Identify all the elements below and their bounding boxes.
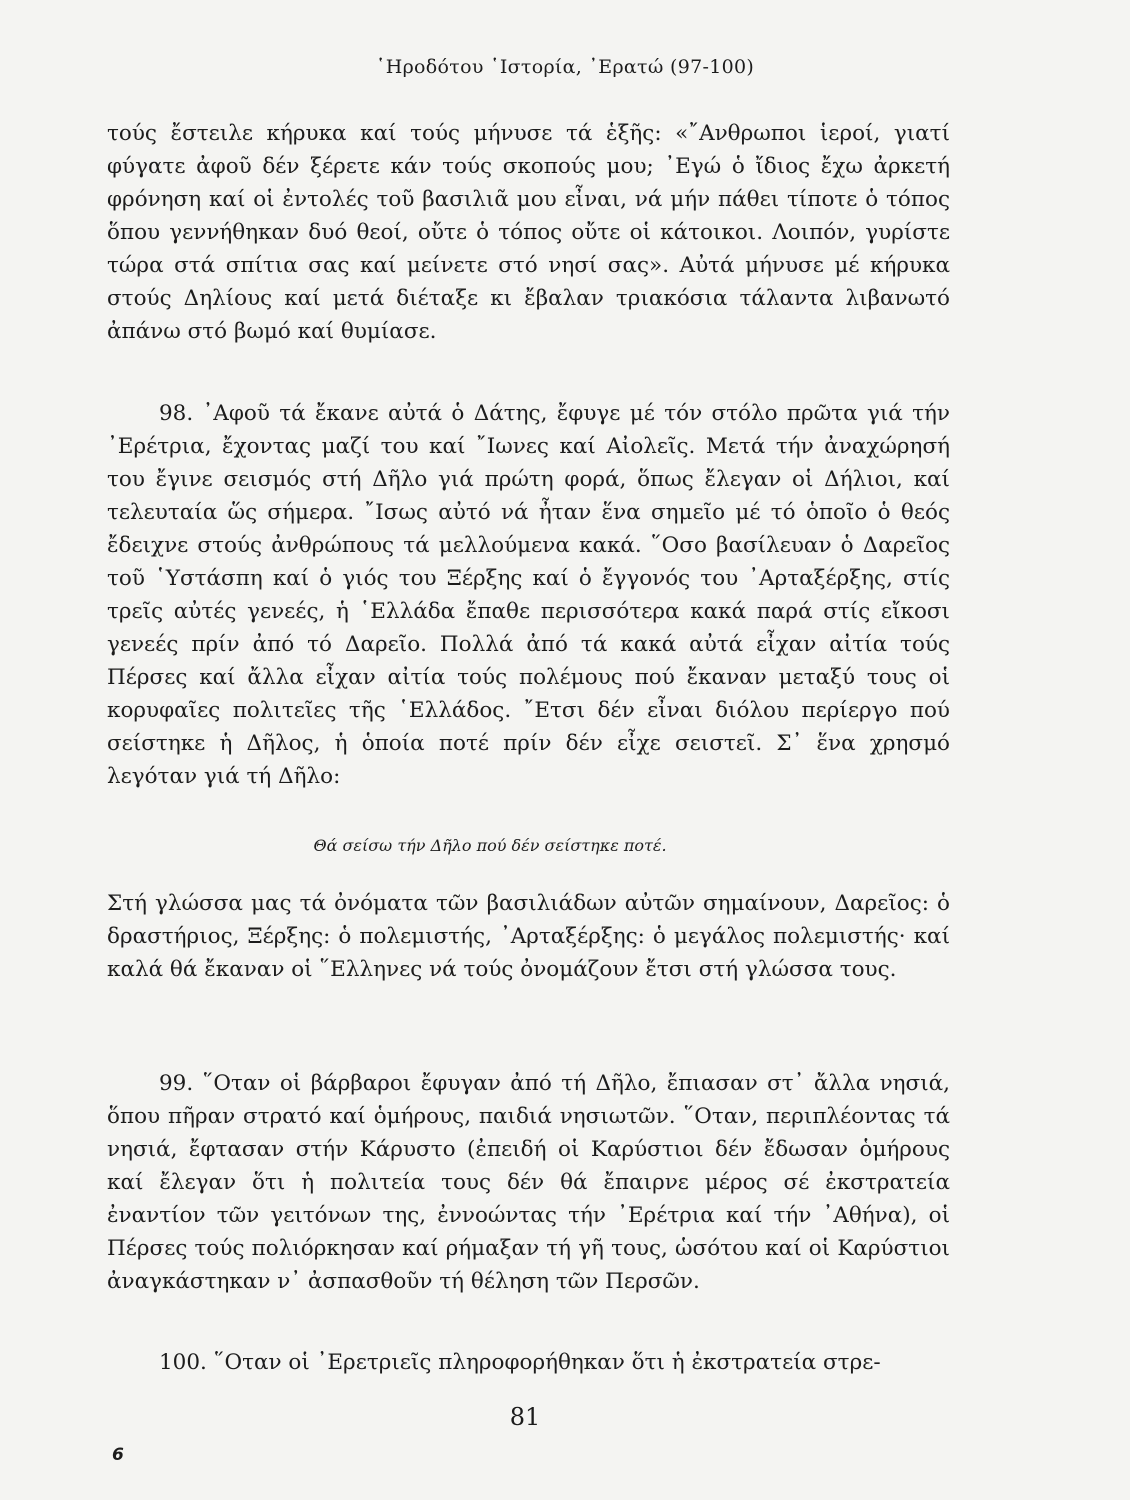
text-block-98	[107, 397, 950, 793]
paragraph-99: 99. ῞Οταν οἱ βάρβαροι ἔφυγαν ἀπό τή Δῆλο, ἔπιασαν στ᾿ ἄλλα νησιά, ὅπου πῆραν στρατό καί ὁμήρους, παιδιά νησιωτῶν. ῞Οταν, περιπλέοντας τά νησιά, ἔφτασαν στήν Κάρυστο (ἐπειδή οἱ Καρύστιοι δέν ἔδωσαν ὁμήρους καί ἔλεγαν ὅτι ἡ πολιτεία τους δέν θά ἔπαιρνε μέρος σέ ἐκστρατεία ἐναντίον τῶν γειτόνων της, ἐννοώντας τήν ᾿Ερέτρια καί τήν ᾿Αθήνα), οἱ Πέρσες τούς πολιόρκησαν καί ρήμαξαν τή γῆ τους, ὡσότου καί οἱ Καρύστιοι ἀναγκάστηκαν ν᾿ ἀσπασθοῦν τή θέληση τῶν Περσῶν.	[107, 1071, 950, 1294]
paragraph-98: 98. ᾿Αφοῦ τά ἔκανε αὐτά ὁ Δάτης, ἔφυγε μέ τόν στόλο πρῶτα γιά τήν ᾿Ερέτρια, ἔχοντας μαζί του καί ῎Ιωνες καί Αἰολεῖς. Μετά τήν ἀναχώρησή του ἔγινε σεισμός στή Δῆλο γιά πρώτη φορά, ὅπως ἔλεγαν οἱ Δήλιοι, καί τελευταία ὥς σήμερα. ῎Ισως αὐτό νά ἦταν ἕνα σημεῖο μέ τό ὁποῖο ὁ θεός ἔδειχνε στούς ἀνθρώπους τά μελλούμενα κακά. ῞Οσο βασίλευαν ὁ Δαρεῖος τοῦ ῾Υστάσπη καί ὁ γιός του Ξέρξης καί ὁ ἔγγονός του ᾿Αρταξέρξης, στίς τρεῖς αὐτές γενεές, ἡ ῾Ελλάδα ἔπαθε περισσότερα κακά παρά στίς εἴκοσι γενεές πρίν ἀπό τό Δαρεῖο. Πολλά ἀπό τά κακά αὐτά εἶχαν αἰτία τούς Πέρσες καί ἄλλα εἶχαν αἰτία τούς πολέμους πού ἔκαναν μεταξύ τους οἱ κορυφαῖες πολιτεῖες τῆς ῾Ελλάδος. ῎Ετσι δέν εἶναι διόλου περίεργο πού σείστηκε ἡ Δῆλος, ἡ ὁποία ποτέ πρίν δέν εἶχε σειστεῖ. Σ᾿ ἕνα χρησμό λεγόταν γιά τή Δῆλο:	[107, 401, 950, 789]
text-block-99	[107, 1067, 950, 1298]
paragraph-king-names: Στή γλώσσα μας τά ὀνόματα τῶν βασιλιάδων αὐτῶν σημαίνουν, Δαρεῖος: ὁ δραστήριος, Ξέρξης: ὁ πολεμιστής, ᾿Αρταξέρξης: ὁ μεγάλος πολεμιστής· καί καλά θά ἔκαναν οἱ ῞Ελληνες νά τούς ὀνομάζουν ἔτσι στή γλώσσα τους.	[107, 891, 950, 982]
page-number: 81	[509, 1403, 541, 1431]
oracle-verse: Θά σείσω τήν Δῆλο πού δέν σείστηκε ποτέ.	[313, 836, 667, 855]
text-block-names	[107, 887, 950, 986]
text-block-97	[107, 117, 950, 348]
text-block-100	[107, 1346, 950, 1379]
signature-mark: 6	[112, 1445, 124, 1465]
paragraph-97-end: τούς ἔστειλε κήρυκα καί τούς μήνυσε τά ἑξῆς: «῎Ανθρωποι ἱεροί, γιατί φύγατε ἀφοῦ δέν ξέρετε κάν τούς σκοπούς μου; ᾿Εγώ ὁ ἴδιος ἔχω ἀρκετή φρόνηση καί οἱ ἐντολές τοῦ βασιλιᾶ μου εἶναι, νά μήν πάθει τίποτε ὁ τόπος ὅπου γεννήθηκαν δυό θεοί, οὔτε ὁ τόπος οὔτε οἱ κάτοικοι. Λοιπόν, γυρίστε τώρα στά σπίτια σας καί μείνετε στό νησί σας». Αὐτά μήνυσε μέ κήρυκα στούς Δηλίους καί μετά διέταξε κι ἔβαλαν τριακόσια τάλαντα λιβανωτό ἀπάνω στό βωμό καί θυμίασε.	[107, 121, 950, 344]
paragraph-100-start: 100. ῞Οταν οἱ ᾿Ερετριεῖς πληροφορήθηκαν ὅτι ἡ ἐκστρατεία στρε-	[159, 1350, 881, 1375]
running-head: ῾Ηροδότου ῾Ιστορία, ᾿Ερατώ (97-100)	[375, 56, 755, 78]
